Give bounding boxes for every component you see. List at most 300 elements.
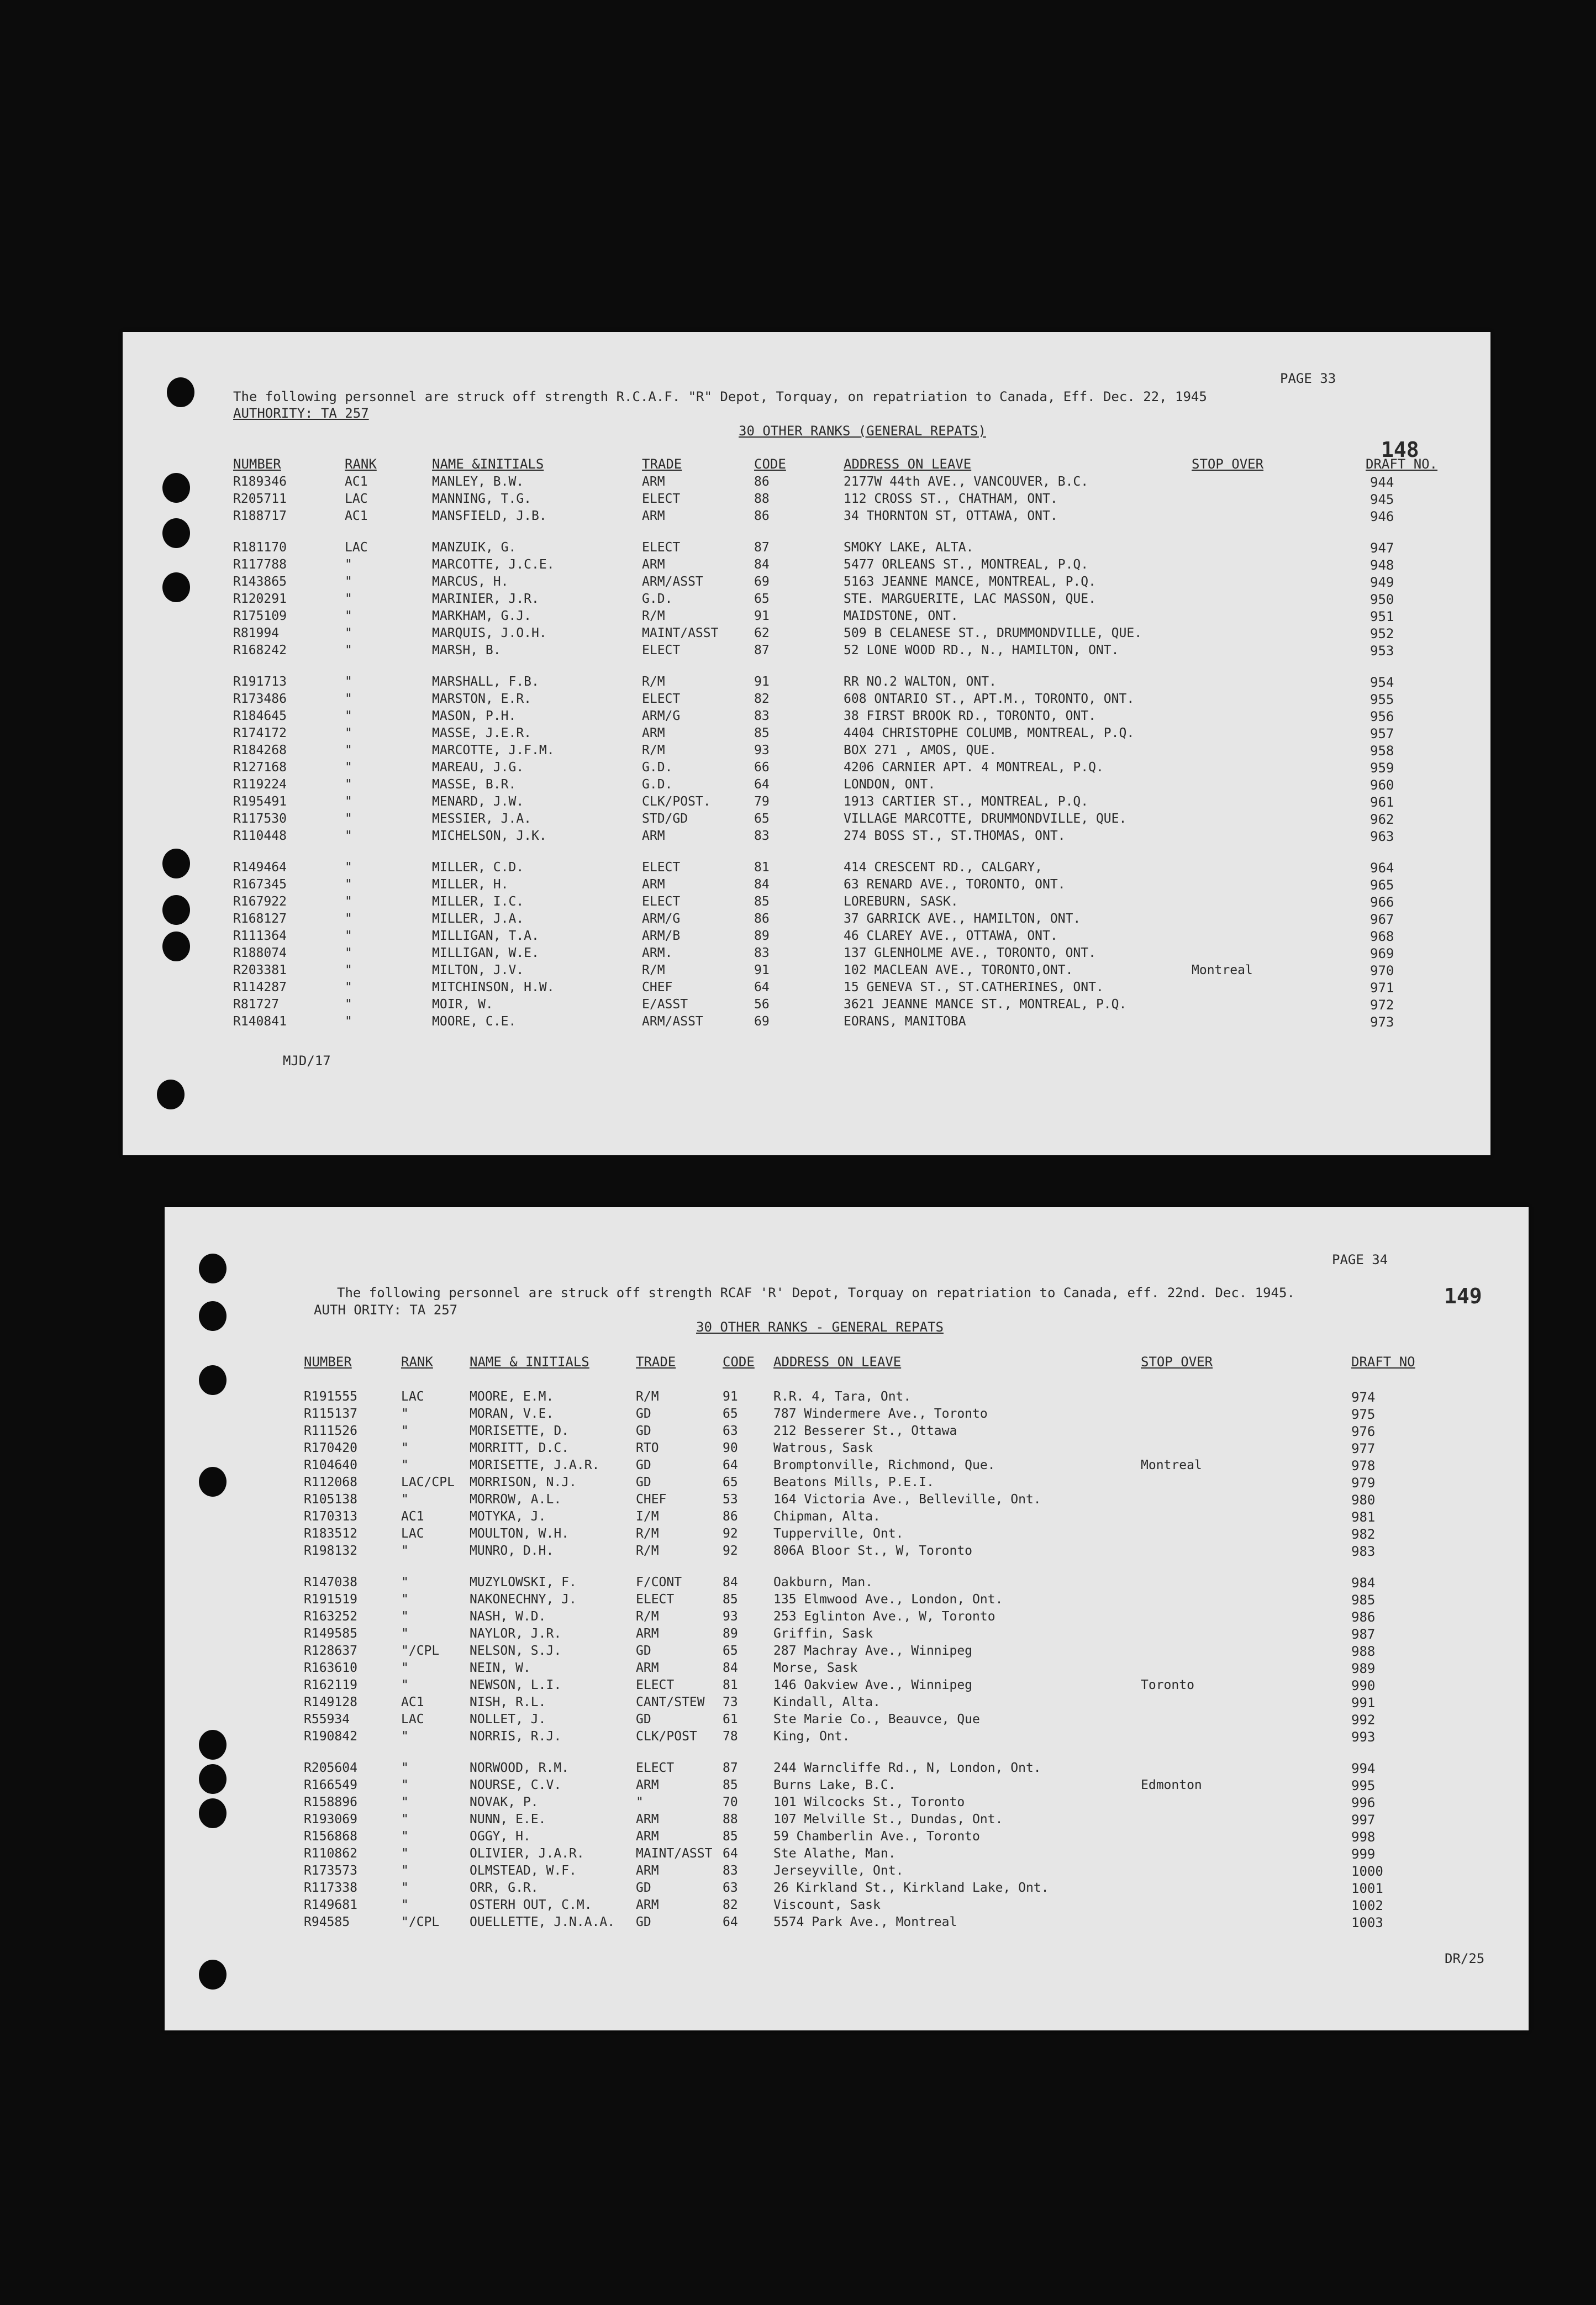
cell-name: ORR, G.R.: [470, 1881, 539, 1895]
cell-number: R162119: [304, 1678, 357, 1692]
cell-trade: ARM: [636, 1627, 659, 1641]
cell-trade: ELECT: [642, 860, 681, 875]
cell-address: Viscount, Sask: [773, 1898, 881, 1912]
cell-stop: Montreal: [1192, 963, 1253, 977]
cell-trade: GD: [636, 1424, 651, 1438]
cell-address: 34 THORNTON ST, OTTAWA, ONT.: [844, 509, 1058, 523]
section-title: 30 OTHER RANKS - GENERAL REPATS: [696, 1319, 944, 1335]
cell-trade: ARM: [636, 1864, 659, 1878]
cell-address: LOREBURN, SASK.: [844, 894, 958, 909]
cell-rank: ": [401, 1609, 409, 1624]
cell-address: 4206 CARNIER APT. 4 MONTREAL, P.Q.: [844, 760, 1104, 775]
cell-rank: ": [401, 1424, 409, 1438]
cell-code: 63: [723, 1424, 738, 1438]
cell-name: MILLER, C.D.: [432, 860, 524, 875]
cell-address: 253 Eglinton Ave., W, Toronto: [773, 1609, 995, 1624]
cell-code: 87: [754, 643, 770, 657]
cell-name: NELSON, S.J.: [470, 1644, 562, 1658]
cell-name: NUNN, E.E.: [470, 1812, 546, 1827]
cell-address: R.R. 4, Tara, Ont.: [773, 1390, 912, 1404]
cell-code: 65: [723, 1407, 738, 1421]
cell-rank: LAC/CPL: [401, 1475, 455, 1490]
cell-trade: ELECT: [636, 1678, 675, 1692]
cell-draft: 980: [1351, 1492, 1376, 1508]
col-header-name: NAME &INITIALS: [432, 456, 544, 472]
cell-trade: CLK/POST: [636, 1729, 697, 1744]
cell-draft: 968: [1370, 929, 1394, 944]
cell-name: MITCHINSON, H.W.: [432, 980, 555, 994]
cell-number: R143865: [233, 575, 287, 589]
cell-stop: Edmonton: [1141, 1778, 1202, 1792]
cell-trade: ARM: [636, 1778, 659, 1792]
cell-number: R167345: [233, 877, 287, 892]
cell-address: 52 LONE WOOD RD., N., HAMILTON, ONT.: [844, 643, 1119, 657]
cell-address: Oakburn, Man.: [773, 1575, 873, 1590]
cell-name: MILLER, H.: [432, 877, 509, 892]
cell-address: 414 CRESCENT RD., CALGARY,: [844, 860, 1043, 875]
cell-rank: ": [345, 860, 352, 875]
cell-rank: ": [345, 929, 352, 943]
cell-number: R191519: [304, 1592, 357, 1607]
cell-code: 87: [754, 540, 770, 555]
cell-rank: ": [345, 557, 352, 572]
cell-number: R174172: [233, 726, 287, 740]
cell-number: R94585: [304, 1915, 350, 1929]
cell-trade: G.D.: [642, 760, 673, 775]
cell-draft: 960: [1370, 777, 1394, 793]
cell-rank: ": [345, 894, 352, 909]
authority-line: AUTH ORITY: TA 257: [314, 1302, 458, 1318]
cell-trade: R/M: [636, 1390, 659, 1404]
cell-trade: CHEF: [642, 980, 673, 994]
cell-name: OLIVIER, J.A.R.: [470, 1846, 584, 1861]
cell-address: 3621 JEANNE MANCE ST., MONTREAL, P.Q.: [844, 997, 1127, 1012]
cell-draft: 986: [1351, 1609, 1376, 1625]
cell-name: MILLIGAN, W.E.: [432, 946, 539, 960]
cell-trade: R/M: [636, 1609, 659, 1624]
cell-code: 53: [723, 1492, 738, 1507]
cell-draft: 945: [1370, 492, 1394, 507]
cell-code: 64: [754, 777, 770, 792]
cell-code: 69: [754, 575, 770, 589]
cell-draft: 982: [1351, 1527, 1376, 1542]
cell-name: MARSH, B.: [432, 643, 501, 657]
punch-hole: [199, 1301, 227, 1331]
cell-address: Beatons Mills, P.E.I.: [773, 1475, 934, 1490]
cell-number: R127168: [233, 760, 287, 775]
cell-draft: 957: [1370, 726, 1394, 741]
col-header-address: ADDRESS ON LEAVE: [773, 1354, 902, 1370]
cell-address: Griffin, Sask: [773, 1627, 873, 1641]
cell-rank: ": [345, 709, 352, 723]
cell-number: R117338: [304, 1881, 357, 1895]
cell-trade: ELECT: [636, 1592, 675, 1607]
page-label: PAGE 33: [1280, 371, 1336, 386]
punch-hole: [199, 1365, 227, 1395]
cell-number: R156868: [304, 1829, 357, 1844]
cell-draft: 950: [1370, 592, 1394, 607]
cell-trade: ": [636, 1795, 644, 1809]
cell-name: MOORE, C.E.: [432, 1014, 517, 1029]
cell-draft: 959: [1370, 760, 1394, 776]
cell-number: R112068: [304, 1475, 357, 1490]
cell-address: 608 ONTARIO ST., APT.M., TORONTO, ONT.: [844, 692, 1135, 706]
cell-name: MORRISON, N.J.: [470, 1475, 577, 1490]
cell-number: R104640: [304, 1458, 357, 1472]
cell-address: Chipman, Alta.: [773, 1509, 881, 1524]
cell-address: 4404 CHRISTOPHE COLUMB, MONTREAL, P.Q.: [844, 726, 1135, 740]
cell-number: R111364: [233, 929, 287, 943]
cell-rank: ": [401, 1761, 409, 1775]
col-header-number: NUMBER: [233, 456, 281, 472]
cell-address: 37 GARRICK AVE., HAMILTON, ONT.: [844, 912, 1081, 926]
cell-trade: ELECT: [642, 894, 681, 909]
cell-code: 56: [754, 997, 770, 1012]
cell-trade: ARM/B: [642, 929, 681, 943]
cell-code: 85: [723, 1829, 738, 1844]
cell-name: OUELLETTE, J.N.A.A.: [470, 1915, 615, 1929]
punch-hole: [162, 895, 190, 925]
col-header-rank: RANK: [401, 1354, 433, 1370]
cell-code: 90: [723, 1441, 738, 1455]
cell-rank: ": [345, 963, 352, 977]
cell-number: R114287: [233, 980, 287, 994]
cell-code: 83: [754, 829, 770, 843]
cell-draft: 956: [1370, 709, 1394, 724]
cell-code: 91: [723, 1390, 738, 1404]
cell-number: R205711: [233, 492, 287, 506]
cell-code: 64: [723, 1458, 738, 1472]
punch-hole: [162, 932, 190, 961]
cell-number: R170420: [304, 1441, 357, 1455]
cell-draft: 983: [1351, 1544, 1376, 1559]
cell-draft: 955: [1370, 692, 1394, 707]
punch-hole: [167, 377, 194, 407]
punch-hole: [199, 1798, 227, 1828]
cell-draft: 949: [1370, 575, 1394, 590]
cell-name: MENARD, J.W.: [432, 794, 524, 809]
cell-address: Watrous, Sask: [773, 1441, 873, 1455]
cell-name: NISH, R.L.: [470, 1695, 546, 1709]
document-page-34: [165, 1207, 1529, 2030]
cell-address: 15 GENEVA ST., ST.CATHERINES, ONT.: [844, 980, 1104, 994]
col-header-trade: TRADE: [636, 1354, 676, 1370]
cell-address: 135 Elmwood Ave., London, Ont.: [773, 1592, 1003, 1607]
cell-trade: ARM: [636, 1812, 659, 1827]
cell-rank: AC1: [345, 509, 368, 523]
col-header-code: CODE: [723, 1354, 755, 1370]
cell-address: 107 Melville St., Dundas, Ont.: [773, 1812, 1003, 1827]
cell-draft: 989: [1351, 1661, 1376, 1676]
cell-rank: ": [401, 1812, 409, 1827]
cell-trade: ARM: [642, 877, 665, 892]
cell-address: RR NO.2 WALTON, ONT.: [844, 675, 997, 689]
cell-name: MARSTON, E.R.: [432, 692, 532, 706]
cell-name: MANZUIK, G.: [432, 540, 517, 555]
cell-code: 86: [754, 509, 770, 523]
cell-name: NASH, W.D.: [470, 1609, 546, 1624]
cell-name: MARSHALL, F.B.: [432, 675, 539, 689]
cell-address: VILLAGE MARCOTTE, DRUMMONDVILLE, QUE.: [844, 812, 1127, 826]
cell-address: 46 CLAREY AVE., OTTAWA, ONT.: [844, 929, 1058, 943]
cell-code: 93: [754, 743, 770, 757]
cell-trade: E/ASST: [642, 997, 688, 1012]
cell-address: 509 B CELANESE ST., DRUMMONDVILLE, QUE.: [844, 626, 1142, 640]
cell-rank: ": [345, 760, 352, 775]
cell-stop: Toronto: [1141, 1678, 1194, 1692]
punch-hole: [199, 1764, 227, 1794]
cell-draft: 988: [1351, 1644, 1376, 1659]
cell-trade: ARM: [636, 1829, 659, 1844]
col-header-draft-no: DRAFT NO: [1351, 1354, 1415, 1370]
cell-name: MOIR, W.: [432, 997, 493, 1012]
cell-trade: GD: [636, 1712, 651, 1727]
cell-number: R181170: [233, 540, 287, 555]
cell-trade: R/M: [642, 675, 665, 689]
cell-trade: ELECT: [642, 540, 681, 555]
cell-code: 64: [723, 1915, 738, 1929]
cell-code: 84: [723, 1661, 738, 1675]
cell-code: 70: [723, 1795, 738, 1809]
cell-code: 85: [723, 1592, 738, 1607]
cell-draft: 981: [1351, 1509, 1376, 1525]
cell-trade: G.D.: [642, 592, 673, 606]
punch-hole: [157, 1080, 185, 1109]
col-header-stop-over: STOP OVER: [1141, 1354, 1213, 1370]
cell-name: MESSIER, J.A.: [432, 812, 532, 826]
cell-name: MAREAU, J.G.: [432, 760, 524, 775]
cell-draft: 964: [1370, 860, 1394, 876]
cell-name: MUZYLOWSKI, F.: [470, 1575, 577, 1590]
cell-number: R168242: [233, 643, 287, 657]
cell-name: MORAN, V.E.: [470, 1407, 554, 1421]
cell-number: R110448: [233, 829, 287, 843]
cell-number: R190842: [304, 1729, 357, 1744]
cell-number: R188717: [233, 509, 287, 523]
cell-code: 93: [723, 1609, 738, 1624]
col-header-number: NUMBER: [304, 1354, 352, 1370]
cell-code: 79: [754, 794, 770, 809]
cell-number: R158896: [304, 1795, 357, 1809]
cell-trade: ARM/ASST: [642, 575, 703, 589]
cell-rank: ": [401, 1864, 409, 1878]
cell-address: 244 Warncliffe Rd., N, London, Ont.: [773, 1761, 1041, 1775]
cell-name: MARKHAM, G.J.: [432, 609, 532, 623]
cell-number: R119224: [233, 777, 287, 792]
cell-draft: 958: [1370, 743, 1394, 759]
cell-name: NOURSE, C.V.: [470, 1778, 562, 1792]
cell-address: 164 Victoria Ave., Belleville, Ont.: [773, 1492, 1041, 1507]
cell-code: 65: [754, 592, 770, 606]
cell-code: 87: [723, 1761, 738, 1775]
cell-name: MARCUS, H.: [432, 575, 509, 589]
col-header-stop-over: STOP OVER: [1192, 456, 1264, 472]
cell-draft: 969: [1370, 946, 1394, 961]
cell-address: King, Ont.: [773, 1729, 850, 1744]
cell-trade: CLK/POST.: [642, 794, 711, 809]
cell-rank: AC1: [401, 1695, 424, 1709]
cell-address: Kindall, Alta.: [773, 1695, 881, 1709]
cell-code: 85: [754, 726, 770, 740]
cell-trade: R/M: [636, 1527, 659, 1541]
cell-name: MORRITT, D.C.: [470, 1441, 570, 1455]
punch-hole: [162, 572, 190, 602]
cell-name: NEWSON, L.I.: [470, 1678, 562, 1692]
punch-hole: [199, 1467, 227, 1497]
cell-number: R184645: [233, 709, 287, 723]
cell-number: R184268: [233, 743, 287, 757]
cell-number: R117530: [233, 812, 287, 826]
cell-code: 69: [754, 1014, 770, 1029]
cell-address: Tupperville, Ont.: [773, 1527, 904, 1541]
punch-hole: [162, 518, 190, 548]
cell-trade: G.D.: [642, 777, 673, 792]
cell-draft: 999: [1351, 1846, 1376, 1862]
cell-address: Morse, Sask: [773, 1661, 858, 1675]
cell-code: 62: [754, 626, 770, 640]
cell-address: 26 Kirkland St., Kirkland Lake, Ont.: [773, 1881, 1049, 1895]
cell-number: R195491: [233, 794, 287, 809]
col-header-trade: TRADE: [642, 456, 682, 472]
cell-rank: ": [345, 777, 352, 792]
cell-number: R55934: [304, 1712, 350, 1727]
cell-draft: 961: [1370, 794, 1394, 810]
cell-number: R170313: [304, 1509, 357, 1524]
cell-draft: 967: [1370, 912, 1394, 927]
cell-rank: ": [345, 643, 352, 657]
cell-trade: ARM: [642, 829, 665, 843]
cell-address: 787 Windermere Ave., Toronto: [773, 1407, 988, 1421]
document-page-33: [123, 332, 1490, 1155]
cell-trade: ELECT: [636, 1761, 675, 1775]
cell-rank: ": [345, 946, 352, 960]
cell-draft: 977: [1351, 1441, 1376, 1456]
cell-name: MILLER, I.C.: [432, 894, 524, 909]
cell-name: MOORE, E.M.: [470, 1390, 554, 1404]
cell-number: R167922: [233, 894, 287, 909]
cell-rank: ": [345, 812, 352, 826]
cell-number: R163252: [304, 1609, 357, 1624]
cell-rank: ": [345, 626, 352, 640]
cell-name: MORISETTE, D.: [470, 1424, 570, 1438]
cell-rank: ": [345, 575, 352, 589]
cell-code: 65: [723, 1644, 738, 1658]
cell-draft: 952: [1370, 626, 1394, 641]
cell-rank: AC1: [401, 1509, 424, 1524]
cell-draft: 998: [1351, 1829, 1376, 1845]
cell-trade: GD: [636, 1407, 651, 1421]
cell-trade: R/M: [642, 743, 665, 757]
cell-number: R117788: [233, 557, 287, 572]
cell-trade: ARM: [642, 475, 665, 489]
cell-rank: ": [401, 1661, 409, 1675]
cell-rank: ": [401, 1407, 409, 1421]
cell-rank: ": [401, 1592, 409, 1607]
col-header-rank: RANK: [345, 456, 377, 472]
cell-rank: "/CPL: [401, 1644, 440, 1658]
cell-name: NORWOOD, R.M.: [470, 1761, 570, 1775]
cell-name: OGGY, H.: [470, 1829, 531, 1844]
cell-rank: ": [345, 997, 352, 1012]
cell-trade: ARM/G: [642, 912, 681, 926]
cell-draft: 953: [1370, 643, 1394, 659]
punch-hole: [162, 473, 190, 503]
cell-draft: 1001: [1351, 1881, 1383, 1896]
cell-name: MILTON, J.V.: [432, 963, 524, 977]
cell-code: 61: [723, 1712, 738, 1727]
header-line: The following personnel are struck off strength R.C.A.F. "R" Depot, Torquay, on repatriation to Canada, Eff. Dec. 22, 1945: [233, 389, 1207, 404]
cell-code: 63: [723, 1881, 738, 1895]
cell-address: BOX 271 , AMOS, QUE.: [844, 743, 997, 757]
cell-rank: ": [401, 1881, 409, 1895]
cell-number: R183512: [304, 1527, 357, 1541]
cell-trade: STD/GD: [642, 812, 688, 826]
footer-ref: DR/25: [1445, 1951, 1485, 1966]
cell-code: 88: [723, 1812, 738, 1827]
cell-rank: ": [345, 726, 352, 740]
cell-number: R189346: [233, 475, 287, 489]
cell-trade: CHEF: [636, 1492, 667, 1507]
cell-rank: ": [401, 1678, 409, 1692]
cell-rank: ": [345, 675, 352, 689]
cell-name: MANSFIELD, J.B.: [432, 509, 547, 523]
cell-name: MARINIER, J.R.: [432, 592, 539, 606]
cell-code: 65: [723, 1475, 738, 1490]
cell-rank: "/CPL: [401, 1915, 440, 1929]
cell-trade: R/M: [642, 609, 665, 623]
cell-trade: ARM/ASST: [642, 1014, 703, 1029]
cell-trade: ARM: [642, 509, 665, 523]
cell-rank: ": [401, 1492, 409, 1507]
cell-number: R173486: [233, 692, 287, 706]
cell-rank: AC1: [345, 475, 368, 489]
cell-number: R105138: [304, 1492, 357, 1507]
cell-code: 84: [754, 557, 770, 572]
cell-code: 65: [754, 812, 770, 826]
cell-rank: ": [401, 1846, 409, 1861]
cell-name: MOULTON, W.H.: [470, 1527, 570, 1541]
cell-draft: 973: [1370, 1014, 1394, 1030]
punch-hole: [199, 1254, 227, 1283]
cell-name: OSTERH OUT, C.M.: [470, 1898, 592, 1912]
cell-name: MARCOTTE, J.C.E.: [432, 557, 555, 572]
cell-draft: 993: [1351, 1729, 1376, 1745]
cell-address: 5574 Park Ave., Montreal: [773, 1915, 957, 1929]
cell-number: R81727: [233, 997, 280, 1012]
cell-code: 73: [723, 1695, 738, 1709]
cell-code: 82: [754, 692, 770, 706]
cell-rank: ": [345, 980, 352, 994]
cell-address: Burns Lake, B.C.: [773, 1778, 896, 1792]
cell-address: LONDON, ONT.: [844, 777, 936, 792]
cell-draft: 970: [1370, 963, 1394, 978]
cell-code: 91: [754, 675, 770, 689]
cell-trade: GD: [636, 1881, 651, 1895]
cell-address: Jerseyville, Ont.: [773, 1864, 904, 1878]
cell-address: 63 RENARD AVE., TORONTO, ONT.: [844, 877, 1066, 892]
cell-name: MASSE, J.E.R.: [432, 726, 532, 740]
cell-address: 212 Besserer St., Ottawa: [773, 1424, 957, 1438]
cell-number: R175109: [233, 609, 287, 623]
punch-hole: [199, 1960, 227, 1990]
cell-trade: ARM: [636, 1661, 659, 1675]
cell-rank: LAC: [345, 540, 368, 555]
cell-name: MILLIGAN, T.A.: [432, 929, 539, 943]
cell-trade: MAINT/ASST: [642, 626, 719, 640]
cell-draft: 985: [1351, 1592, 1376, 1608]
cell-rank: LAC: [401, 1390, 424, 1404]
cell-draft: 984: [1351, 1575, 1376, 1591]
